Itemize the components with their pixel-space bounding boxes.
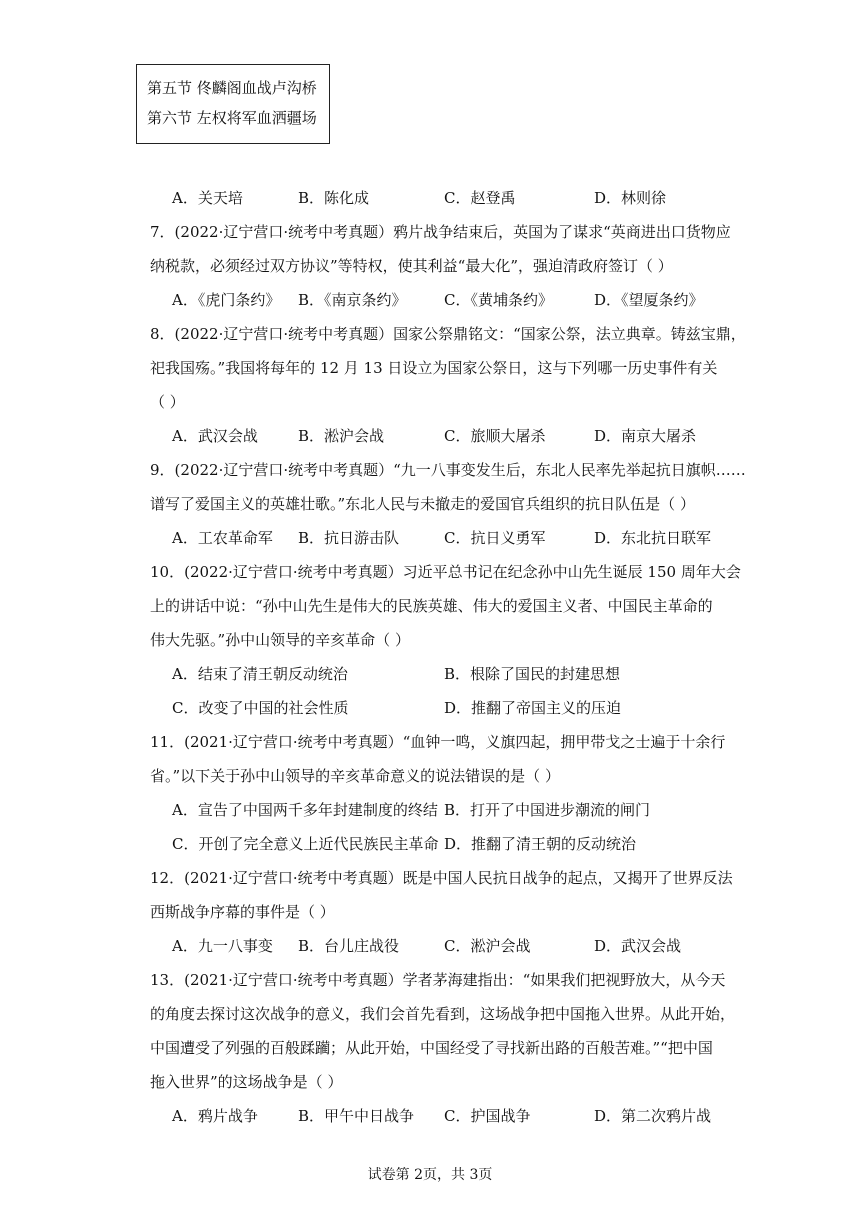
q12-stem-line2: 西斯战争序幕的事件是（ ）: [150, 903, 335, 921]
q10-stem-line2: 上的讲话中说：“孙中山先生是伟大的民族英雄、伟大的爱国主义者、中国民主革命的: [150, 597, 713, 615]
q7-option-b[interactable]: B．《南京条约》: [298, 291, 407, 309]
q7-stem-line2: 纳税款，必须经过双方协议”等特权，使其利益“最大化”，强迫清政府签订（ ）: [150, 257, 673, 275]
q12-stem-line1: 12．(2021·辽宁营口·统考中考真题）既是中国人民抗日战争的起点，又揭开了世界反法: [150, 869, 733, 887]
page-footer: 试卷第 2页，共 3页: [367, 1167, 493, 1183]
q12-option-d[interactable]: D．武汉会战: [594, 937, 682, 955]
q11-stem-line2: 省。”以下关于孙中山领导的辛亥革命意义的说法错误的是（ ）: [150, 767, 560, 785]
q11-option-a[interactable]: A．宣告了中国两千多年封建制度的终结: [172, 801, 438, 819]
section-six: 第六节 左权将军血洒疆场: [147, 109, 317, 127]
q10-option-b[interactable]: B．根除了国民的封建思想: [444, 665, 621, 683]
q10-stem-line3: 伟大先驱。”孙中山领导的辛亥革命（ ）: [150, 631, 410, 649]
q13-stem-line3: 中国遭受了列强的百般蹂躏；从此开始，中国经受了寻找新出路的百般苦难。”“把中国: [150, 1039, 713, 1057]
q8-option-c[interactable]: C．旅顺大屠杀: [444, 427, 546, 445]
q13-option-d[interactable]: D．第二次鸦片战: [594, 1107, 712, 1125]
q12-option-b[interactable]: B．台儿庄战役: [298, 937, 400, 955]
q11-option-c[interactable]: C．开创了完全意义上近代民族民主革命: [172, 835, 439, 853]
q8-stem-line3: （ ）: [150, 393, 185, 411]
q7-option-c[interactable]: C．《黄埔条约》: [444, 291, 553, 309]
q9-stem-line1: 9．(2022·辽宁营口·统考中考真题）“九一八事变发生后，东北人民率先举起抗日旗帜……: [150, 461, 746, 479]
q10-option-a[interactable]: A．结束了清王朝反动统治: [172, 665, 348, 683]
q6-option-c[interactable]: C．赵登禹: [444, 189, 516, 207]
q6-option-d[interactable]: D．林则徐: [594, 189, 667, 207]
q11-option-b[interactable]: B．打开了中国进步潮流的闸门: [444, 801, 651, 819]
q7-option-a[interactable]: A．《虎门条约》: [172, 291, 281, 309]
q13-option-c[interactable]: C．护国战争: [444, 1107, 531, 1125]
q9-option-a[interactable]: A．工农革命军: [172, 529, 273, 547]
q13-stem-line2: 的角度去探讨这次战争的意义，我们会首先看到，这场战争把中国拖入世界。从此开始，: [150, 1005, 736, 1023]
q11-option-d[interactable]: D．推翻了清王朝的反动统治: [444, 835, 637, 853]
q10-option-d[interactable]: D．推翻了帝国主义的压迫: [444, 699, 622, 717]
q12-option-a[interactable]: A．九一八事变: [172, 937, 273, 955]
q13-stem-line4: 拖入世界”的这场战争是（ ）: [150, 1073, 343, 1091]
section-five: 第五节 佟麟阁血战卢沟桥: [147, 79, 317, 97]
q13-option-a[interactable]: A．鸦片战争: [172, 1107, 258, 1125]
section-list-box: [136, 64, 330, 144]
q9-option-b[interactable]: B．抗日游击队: [298, 529, 400, 547]
q8-option-b[interactable]: B．淞沪会战: [298, 427, 385, 445]
q6-option-a[interactable]: A．关天培: [172, 189, 243, 207]
q6-option-b[interactable]: B．陈化成: [298, 189, 370, 207]
q11-stem-line1: 11．(2021·辽宁营口·统考中考真题）“血钟一鸣，义旗四起，拥甲带戈之士遍于十余行: [150, 733, 726, 751]
q10-stem-line1: 10．(2022·辽宁营口·统考中考真题）习近平总书记在纪念孙中山先生诞辰 150 周年大会: [150, 563, 741, 581]
q9-option-c[interactable]: C．抗日义勇军: [444, 529, 546, 547]
q8-option-a[interactable]: A．武汉会战: [172, 427, 258, 445]
q8-stem-line1: 8．(2022·辽宁营口·统考中考真题）国家公祭鼎铭文：“国家公祭，法立典章。铸兹宝鼎，: [150, 325, 746, 343]
q13-option-b[interactable]: B．甲午中日战争: [298, 1107, 415, 1125]
q7-stem-line1: 7．(2022·辽宁营口·统考中考真题）鸦片战争结束后，英国为了谋求“英商进出口货物应: [150, 223, 731, 241]
q7-option-d[interactable]: D．《望厦条约》: [594, 291, 704, 309]
q13-stem-line1: 13．(2021·辽宁营口·统考中考真题）学者茅海建指出：“如果我们把视野放大，从今天: [150, 971, 726, 989]
q12-option-c[interactable]: C．淞沪会战: [444, 937, 531, 955]
q9-option-d[interactable]: D．东北抗日联军: [594, 529, 712, 547]
q10-option-c[interactable]: C．改变了中国的社会性质: [172, 699, 349, 717]
q9-stem-line2: 谱写了爱国主义的英雄壮歌。”东北人民与未撤走的爱国官兵组织的抗日队伍是（ ）: [150, 495, 695, 513]
q8-option-d[interactable]: D．南京大屠杀: [594, 427, 697, 445]
q8-stem-line2: 祀我国殇。”我国将每年的 12 月 13 日设立为国家公祭日，这与下列哪一历史事件有关: [150, 359, 718, 377]
